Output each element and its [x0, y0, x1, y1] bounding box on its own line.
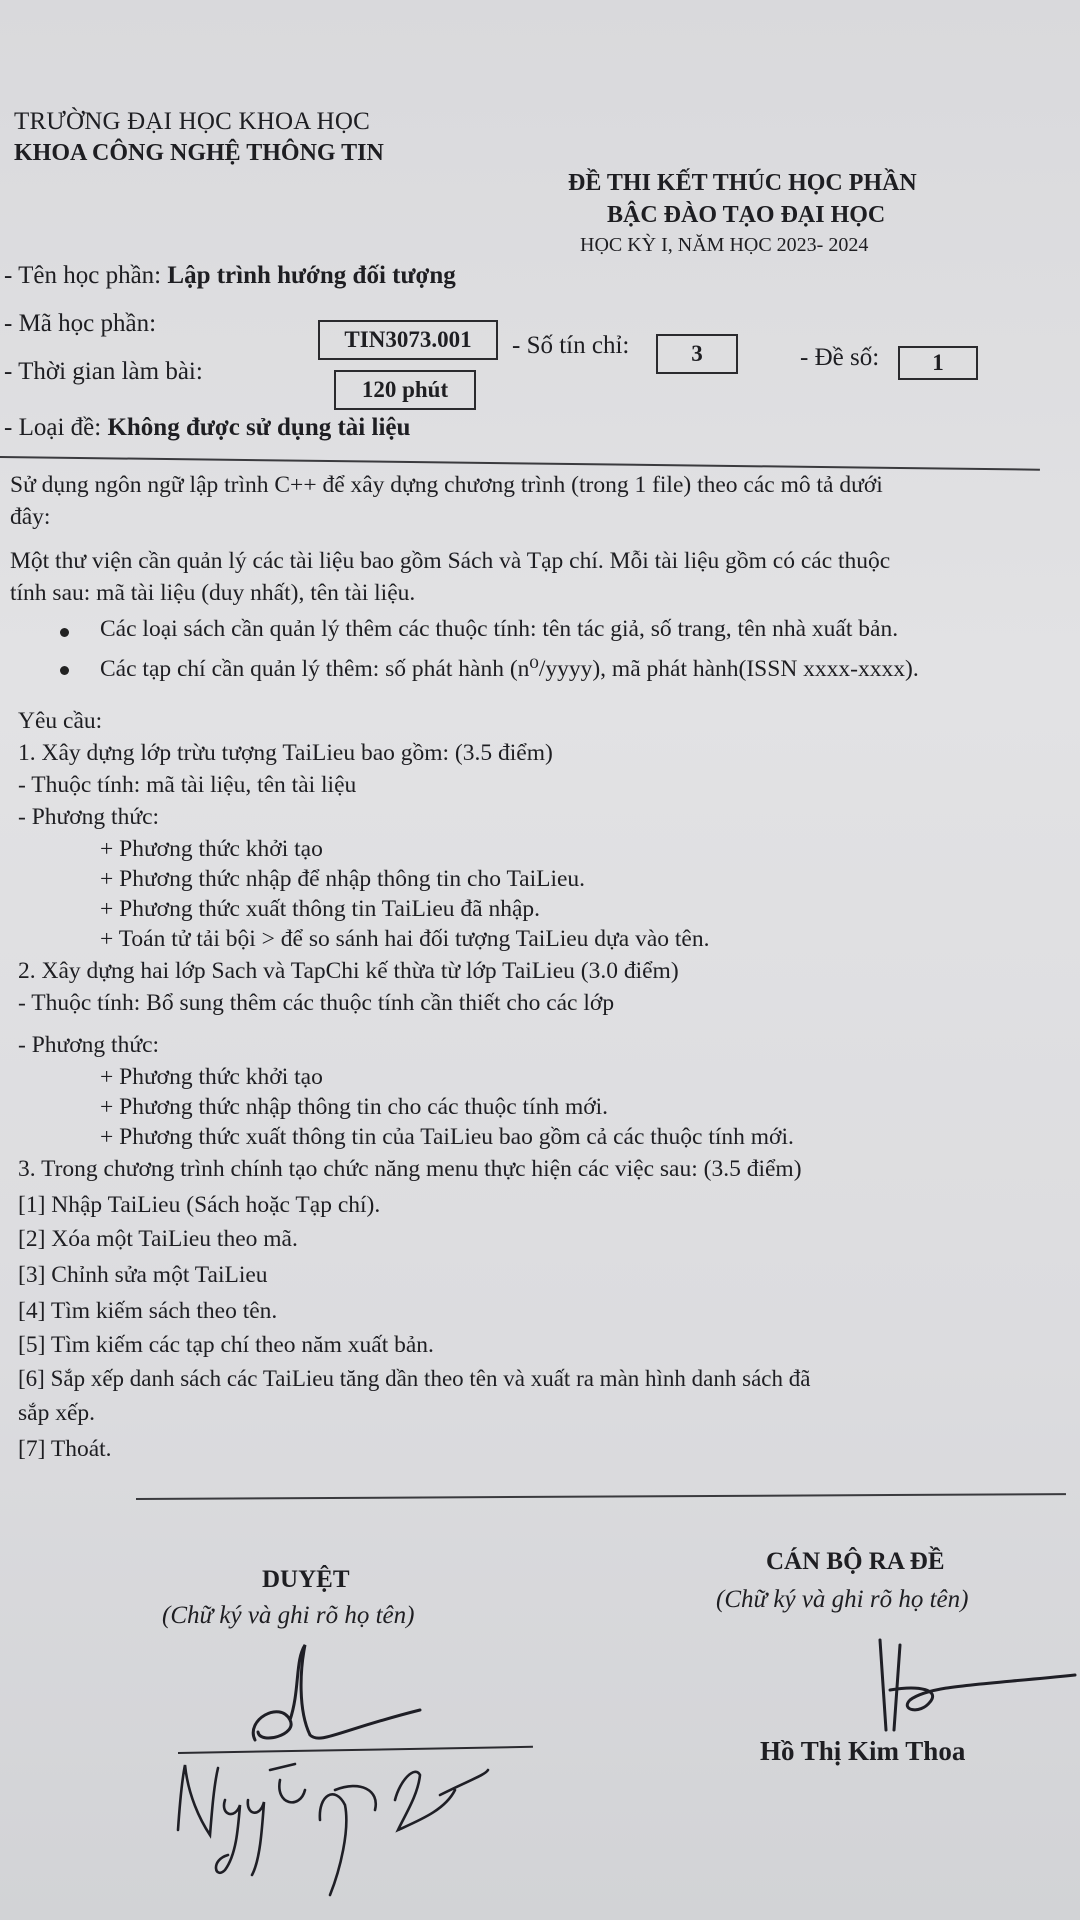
requirement-1-methods-label: - Phương thức:: [18, 804, 160, 830]
faculty-name: KHOA CÔNG NGHỆ THÔNG TIN: [14, 140, 384, 166]
requirement-1-method: + Toán tử tải bội > để so sánh hai đối tượng TaiLieu dựa vào tên.: [100, 926, 710, 952]
credits-box: 3: [656, 334, 738, 374]
duration-label: - Thời gian làm bài:: [4, 358, 203, 385]
menu-item: [1] Nhập TaiLieu (Sách hoặc Tạp chí).: [18, 1192, 381, 1218]
approved-title: DUYỆT: [262, 1566, 350, 1593]
exam-number-label: - Đề số:: [800, 344, 880, 371]
course-name-row: [4, 262, 456, 290]
exam-type: Không được sử dụng tài liệu: [107, 414, 411, 441]
description-line-2: tính sau: mã tài liệu (duy nhất), tên tài liệu.: [10, 580, 416, 606]
exam-number-box: 1: [898, 346, 978, 380]
course-name-label: - Tên học phần:: [4, 262, 162, 289]
exam-type-label: - Loại đề:: [4, 414, 102, 441]
credits-label: - Số tín chỉ:: [512, 332, 630, 359]
requirement-2-method: + Phương thức khởi tạo: [100, 1064, 323, 1090]
bullet-dot: [60, 666, 69, 675]
menu-item: [7] Thoát.: [18, 1436, 112, 1462]
requirement-2-method: + Phương thức xuất thông tin của TaiLieu bao gồm cả các thuộc tính mới.: [100, 1124, 794, 1150]
author-title: CÁN BỘ RA ĐỀ: [766, 1548, 945, 1575]
requirement-1-attributes: - Thuộc tính: mã tài liệu, tên tài liệu: [18, 772, 357, 798]
course-code-label: - Mã học phần:: [4, 310, 157, 337]
course-name: Lập trình hướng đối tượng: [167, 262, 456, 289]
menu-item: [6] Sắp xếp danh sách các TaiLieu tăng dần theo tên và xuất ra màn hình danh sách đã: [18, 1366, 811, 1391]
menu-item: [2] Xóa một TaiLieu theo mã.: [18, 1226, 298, 1252]
requirement-2-method: + Phương thức nhập thông tin cho các thuộc tính mới.: [100, 1094, 609, 1120]
requirement-1-method: + Phương thức xuất thông tin TaiLieu đã nhập.: [100, 896, 541, 922]
requirement-2-attributes: - Thuộc tính: Bổ sung thêm các thuộc tính cần thiết cho các lớp: [18, 990, 615, 1016]
approver-handwritten-name: [170, 1760, 490, 1900]
requirement-1-title: 1. Xây dựng lớp trừu tượng TaiLieu bao gồm: (3.5 điểm): [18, 740, 553, 766]
requirement-1-method: + Phương thức nhập để nhập thông tin cho TaiLieu.: [100, 866, 586, 892]
education-level: BẬC ĐÀO TẠO ĐẠI HỌC: [607, 202, 886, 228]
description-line-1: Một thư viện cần quản lý các tài liệu bao gồm Sách và Tạp chí. Mỗi tài liệu gồm có các thuộc: [10, 548, 891, 574]
course-code-box: TIN3073.001: [318, 320, 498, 360]
author-signature: [860, 1630, 1080, 1740]
university-name: TRƯỜNG ĐẠI HỌC KHOA HỌC: [14, 108, 370, 135]
duration-box: 120 phút: [334, 370, 476, 410]
requirement-3-title: 3. Trong chương trình chính tạo chức năng menu thực hiện các việc sau: (3.5 điểm): [18, 1156, 802, 1182]
menu-item: [5] Tìm kiếm các tạp chí theo năm xuất bản.: [18, 1332, 434, 1358]
approver-signature: [240, 1640, 440, 1750]
menu-item-continued: sắp xếp.: [18, 1400, 96, 1426]
exam-title: ĐỀ THI KẾT THÚC HỌC PHẦN: [568, 170, 917, 196]
header-divider: [0, 456, 1040, 471]
bullet-item-magazines: Các tạp chí cần quản lý thêm: số phát hành (n⁰/yyyy), mã phát hành(ISSN xxxx-xxxx).: [100, 656, 919, 682]
semester: HỌC KỲ I, NĂM HỌC 2023- 2024: [580, 234, 869, 256]
approved-note: (Chữ ký và ghi rõ họ tên): [162, 1602, 415, 1629]
requirement-1-method: + Phương thức khởi tạo: [100, 836, 323, 862]
requirements-title: Yêu cầu:: [18, 708, 103, 734]
bullet-dot: [60, 628, 69, 637]
exam-type-row: [4, 414, 410, 442]
requirement-2-title: 2. Xây dựng hai lớp Sach và TapChi kế thừa từ lớp TaiLieu (3.0 điểm): [18, 958, 679, 984]
menu-item: [4] Tìm kiếm sách theo tên.: [18, 1298, 278, 1324]
content-divider: [136, 1493, 1066, 1500]
author-note: (Chữ ký và ghi rõ họ tên): [716, 1586, 969, 1613]
intro-line-2: đây:: [10, 504, 51, 530]
author-name: Hồ Thị Kim Thoa: [760, 1736, 966, 1766]
requirement-2-methods-label: - Phương thức:: [18, 1032, 160, 1058]
bullet-item-books: Các loại sách cần quản lý thêm các thuộc tính: tên tác giả, số trang, tên nhà xuất bản.: [100, 616, 899, 642]
menu-item: [3] Chỉnh sửa một TaiLieu: [18, 1262, 268, 1288]
intro-line-1: Sử dụng ngôn ngữ lập trình C++ để xây dựng chương trình (trong 1 file) theo các mô tả dưới: [10, 472, 883, 498]
